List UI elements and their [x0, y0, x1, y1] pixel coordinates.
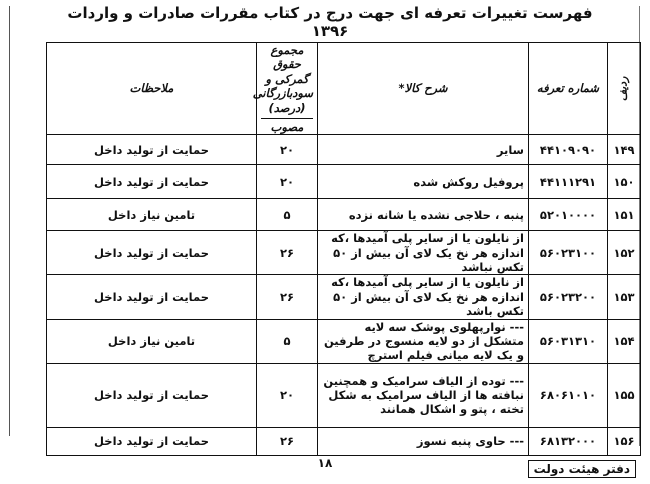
tariff-number: ۵۶۰۲۳۱۰۰ [529, 231, 608, 275]
tariff-table [46, 42, 641, 456]
tariff-number: ۶۸۰۶۱۰۱۰ [529, 363, 608, 427]
goods-description: --- نوارپهلوی پوشک سه لایه متشکل از دو لایه منسوج در طرفین و یک لایه میانی فیلم استرچ [318, 319, 529, 363]
header-notes: ملاحظات [47, 43, 257, 135]
row-number: ۱۵۰ [608, 165, 641, 199]
duty-percent: ۲۶ [257, 427, 318, 455]
notes: حمایت از تولید داخل [47, 135, 257, 165]
tariff-number: ۵۶۰۳۱۳۱۰ [529, 319, 608, 363]
notes: تامین نیاز داخل [47, 199, 257, 231]
row-number: ۱۵۵ [608, 363, 641, 427]
header-duty [252, 43, 318, 135]
row-number: ۱۴۹ [608, 135, 641, 165]
header-row-number: ردیف [608, 43, 641, 135]
tariff-number: ۶۸۱۳۲۰۰۰ [529, 427, 608, 455]
tariff-number: ۵۶۰۲۳۲۰۰ [529, 275, 608, 319]
row-number: ۱۵۱ [608, 199, 641, 231]
tariff-number: ۵۲۰۱۰۰۰۰ [529, 199, 608, 231]
page-edge-left [9, 6, 10, 436]
table-row [47, 231, 641, 275]
row-number: ۱۵۲ [608, 231, 641, 275]
notes: تامین نیاز داخل [47, 319, 257, 363]
office-stamp: دفتر هیئت دولت [528, 460, 636, 478]
goods-description: از نایلون یا از سایر پلی آمیدها ،که اندازه هر نخ یک لای آن بیش از ۵۰ تکس نباشد [318, 231, 529, 275]
notes: حمایت از تولید داخل [47, 363, 257, 427]
table-row [47, 199, 641, 231]
duty-percent: ۵ [257, 319, 318, 363]
tariff-number: ۴۴۱۰۹۰۹۰ [529, 135, 608, 165]
header-duty-label: مجموع حقوق گمرکی و سودبازرگانی (درصد) [252, 43, 313, 115]
goods-description: از نایلون یا از سایر پلی آمیدها ،که اندازه هر نخ یک لای آن بیش از ۵۰ تکس باشد [318, 275, 529, 319]
header-duty-approved: مصوب [261, 118, 313, 134]
row-number: ۱۵۳ [608, 275, 641, 319]
row-number: ۱۵۶ [608, 427, 641, 455]
duty-percent: ۲۰ [257, 135, 318, 165]
duty-percent: ۲۶ [257, 231, 318, 275]
goods-description: --- حاوی پنبه نسوز [318, 427, 529, 455]
notes: حمایت از تولید داخل [47, 165, 257, 199]
header-tariff-number: شماره تعرفه [529, 43, 608, 135]
table-row [47, 275, 641, 319]
table-row [47, 427, 641, 455]
tariff-number: ۴۴۱۱۱۲۹۱ [529, 165, 608, 199]
duty-percent: ۲۰ [257, 165, 318, 199]
goods-description: --- توده از الیاف سرامیک و همچنین نبافته ها از الیاف سرامیک به شکل تخته ، پتو و اشکال همانند [318, 363, 529, 427]
table-header-row [47, 43, 641, 135]
table-row [47, 363, 641, 427]
document-title: فهرست تغییرات تعرفه ای جهت درج در کتاب مقررات صادرات و واردات ۱۳۹۶ [67, 4, 593, 40]
goods-description: پروفیل روکش شده [318, 165, 529, 199]
page-number: ۱۸ [317, 456, 333, 470]
row-number: ۱۵۴ [608, 319, 641, 363]
goods-description: پنبه ، حلاجی نشده یا شانه نزده [318, 199, 529, 231]
duty-percent: ۲۰ [257, 363, 318, 427]
duty-percent: ۵ [257, 199, 318, 231]
table-row [47, 165, 641, 199]
notes: حمایت از تولید داخل [47, 231, 257, 275]
table-row [47, 135, 641, 165]
duty-percent: ۲۶ [257, 275, 318, 319]
table-row [47, 319, 641, 363]
notes: حمایت از تولید داخل [47, 275, 257, 319]
header-description: شرح کالا* [318, 43, 529, 135]
notes: حمایت از تولید داخل [47, 427, 257, 455]
goods-description: سایر [318, 135, 529, 165]
